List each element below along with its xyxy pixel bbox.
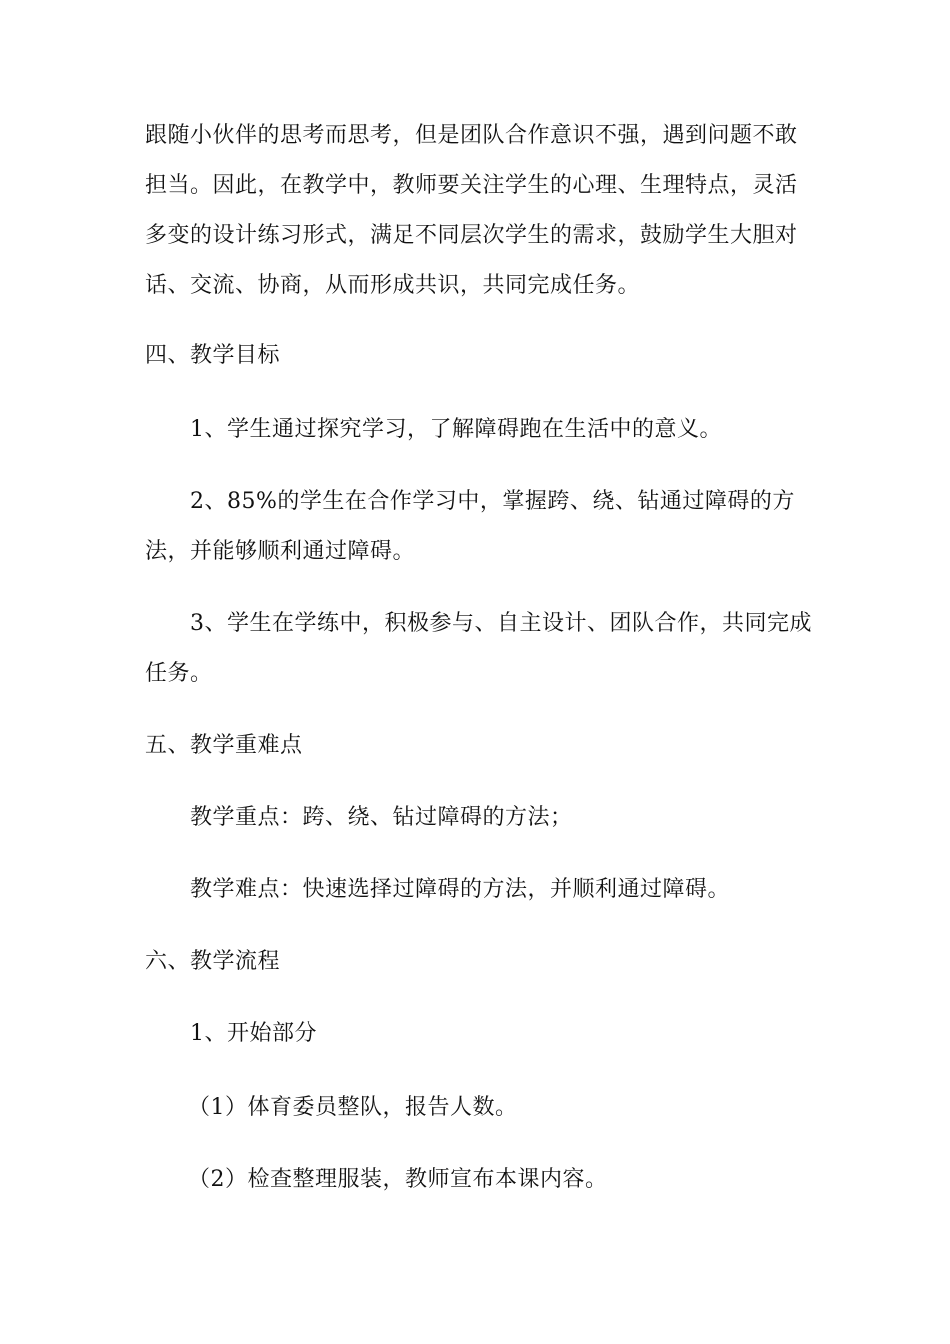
intro-line-2: 担当。因此，在教学中，教师要关注学生的心理、生理特点，灵活: [145, 173, 798, 198]
goal-1: 1、学生通过探究学习，了解障碍跑在生活中的意义。: [190, 417, 722, 442]
process-step-1: （1）体育委员整队，报告人数。: [188, 1095, 518, 1120]
goal-2-line-1: 2、85%的学生在合作学习中，掌握跨、绕、钻通过障碍的方: [190, 489, 795, 514]
difficult-point: 教学难点：快速选择过障碍的方法，并顺利通过障碍。: [190, 877, 731, 902]
section-heading-key-points: 五、教学重难点: [145, 733, 303, 758]
process-part-1-title: 1、开始部分: [190, 1021, 317, 1046]
section-heading-goals: 四、教学目标: [145, 343, 281, 368]
intro-line-1: 跟随小伙伴的思考而思考，但是团队合作意识不强，遇到问题不敢: [145, 123, 798, 148]
intro-line-3: 多变的设计练习形式，满足不同层次学生的需求，鼓励学生大胆对: [145, 223, 798, 248]
intro-line-4: 话、交流、协商，从而形成共识，共同完成任务。: [145, 273, 641, 298]
goal-3-line-1: 3、学生在学练中，积极参与、自主设计、团队合作，共同完成: [190, 611, 812, 636]
section-heading-process: 六、教学流程: [145, 949, 281, 974]
process-step-2: （2）检查整理服装，教师宣布本课内容。: [188, 1167, 608, 1192]
goal-3-line-2: 任务。: [145, 661, 213, 686]
goal-2-line-2: 法，并能够顺利通过障碍。: [145, 539, 416, 564]
key-point: 教学重点：跨、绕、钻过障碍的方法；: [190, 805, 573, 830]
